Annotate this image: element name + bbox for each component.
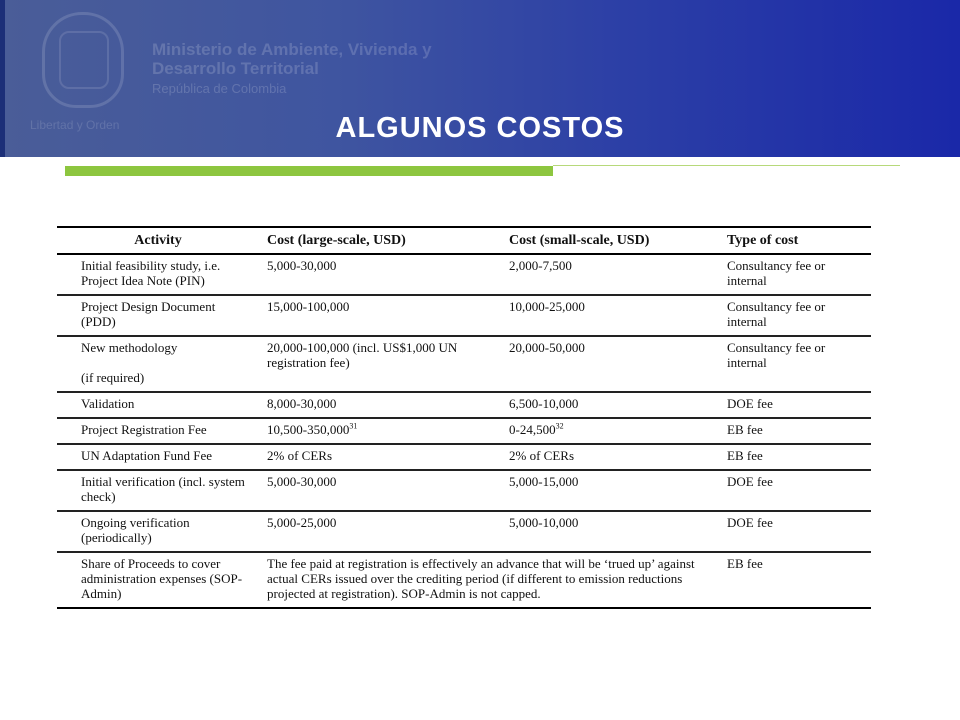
crest-shield	[59, 31, 109, 89]
ministry-line-2: Desarrollo Territorial	[152, 59, 319, 78]
cell-activity: Project Design Document (PDD)	[57, 295, 259, 336]
table-row	[57, 392, 871, 418]
cell-activity: Validation	[57, 392, 259, 418]
cell-cost-small: 6,500-10,000	[501, 392, 719, 418]
cell-type: Consultancy fee or internal	[719, 254, 871, 295]
header-cost-large: Cost (large-scale, USD)	[259, 227, 501, 254]
cost-value: 10,500-350,000	[267, 422, 350, 437]
ministry-name	[152, 40, 432, 100]
cell-cost-large: 5,000-30,000	[259, 470, 501, 511]
table-header-row	[57, 227, 871, 254]
cell-cost-large: 5,000-25,000	[259, 511, 501, 552]
cell-cost-small: 2% of CERs	[501, 444, 719, 470]
activity-name: New methodology	[81, 340, 178, 355]
table-row	[57, 336, 871, 392]
accent-bar	[65, 166, 553, 176]
activity-note: (if required)	[81, 370, 145, 385]
header-cost-small: Cost (small-scale, USD)	[501, 227, 719, 254]
cost-table	[57, 226, 871, 609]
table-row	[57, 418, 871, 444]
cell-activity	[57, 336, 259, 392]
cell-cost-large: 15,000-100,000	[259, 295, 501, 336]
table-row	[57, 444, 871, 470]
cell-cost-large: 5,000-30,000	[259, 254, 501, 295]
footnote-ref: 32	[555, 421, 564, 431]
table-row	[57, 295, 871, 336]
cell-type: Consultancy fee or internal	[719, 336, 871, 392]
crest-caption: Libertad y Orden	[30, 118, 120, 132]
colombia-coat-of-arms-icon	[42, 12, 124, 108]
header-activity: Activity	[57, 227, 259, 254]
accent-line	[553, 165, 900, 166]
cell-type: DOE fee	[719, 511, 871, 552]
cell-activity: Project Registration Fee	[57, 418, 259, 444]
cell-cost-large: 20,000-100,000 (incl. US$1,000 UN registration fee)	[259, 336, 501, 392]
cell-type: DOE fee	[719, 470, 871, 511]
header-type: Type of cost	[719, 227, 871, 254]
table-row	[57, 511, 871, 552]
cell-type: DOE fee	[719, 392, 871, 418]
cell-cost-large: 8,000-30,000	[259, 392, 501, 418]
cell-cost-merged: The fee paid at registration is effectively an advance that will be ‘trued up’ against actual CERs issued over the crediting period (if different to emission reductions projected at registration). SOP-Admin is not capped.	[259, 552, 719, 608]
ministry-line-1: Ministerio de Ambiente, Vivienda y	[152, 40, 432, 59]
cell-activity: Share of Proceeds to cover administration expenses (SOP-Admin)	[57, 552, 259, 608]
cell-type: EB fee	[719, 418, 871, 444]
cell-type: EB fee	[719, 552, 871, 608]
header-banner	[0, 0, 960, 157]
cell-cost-small: 5,000-15,000	[501, 470, 719, 511]
table-row	[57, 552, 871, 608]
cell-cost-small: 10,000-25,000	[501, 295, 719, 336]
cell-cost-large: 2% of CERs	[259, 444, 501, 470]
cell-activity: Initial verification (incl. system check)	[57, 470, 259, 511]
cell-cost-small	[501, 418, 719, 444]
cell-cost-large	[259, 418, 501, 444]
cell-activity: Initial feasibility study, i.e. Project Idea Note (PIN)	[57, 254, 259, 295]
cell-type: EB fee	[719, 444, 871, 470]
table-row	[57, 470, 871, 511]
cell-cost-small: 2,000-7,500	[501, 254, 719, 295]
cell-type: Consultancy fee or internal	[719, 295, 871, 336]
slide-title: ALGUNOS COSTOS	[335, 112, 625, 144]
ministry-line-3: República de Colombia	[152, 81, 287, 96]
cell-cost-small: 20,000-50,000	[501, 336, 719, 392]
cell-activity: UN Adaptation Fund Fee	[57, 444, 259, 470]
cell-cost-small: 5,000-10,000	[501, 511, 719, 552]
cell-activity: Ongoing verification (periodically)	[57, 511, 259, 552]
cost-value: 0-24,500	[509, 422, 556, 437]
table-row	[57, 254, 871, 295]
footnote-ref: 31	[349, 421, 358, 431]
